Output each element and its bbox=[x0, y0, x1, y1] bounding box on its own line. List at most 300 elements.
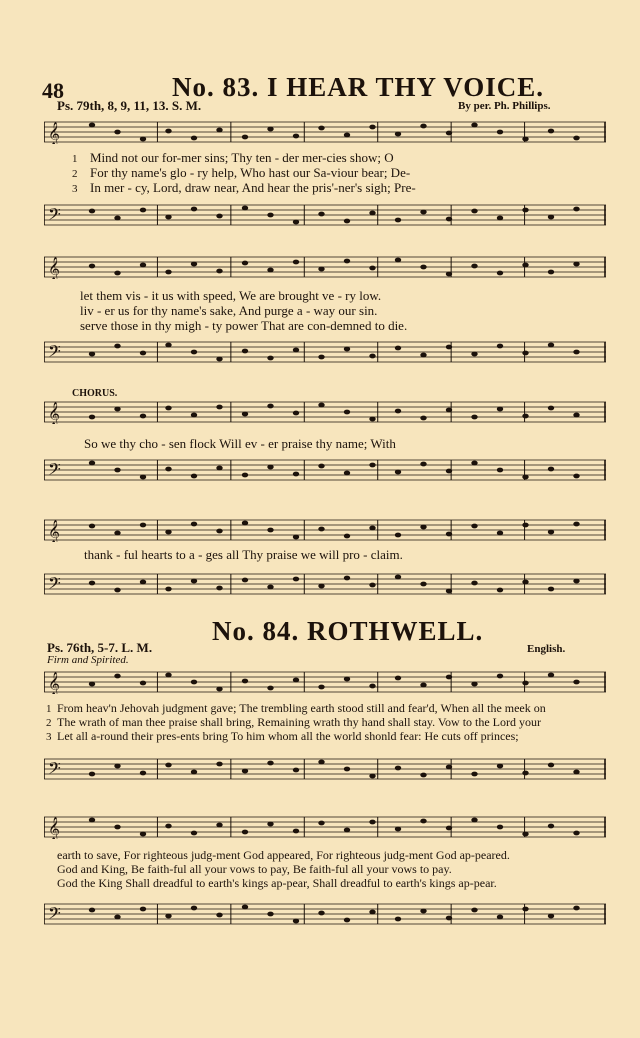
note-head bbox=[293, 220, 299, 225]
note-head bbox=[216, 586, 222, 591]
note-head bbox=[191, 579, 197, 584]
note-head bbox=[216, 128, 222, 133]
note-head bbox=[267, 356, 273, 361]
note-head bbox=[548, 215, 554, 220]
staff-lines bbox=[44, 120, 606, 144]
note-head bbox=[267, 213, 273, 218]
note-head bbox=[573, 136, 579, 141]
note-head bbox=[369, 417, 375, 422]
note-head bbox=[522, 208, 528, 213]
note-head bbox=[344, 347, 350, 352]
note-head bbox=[89, 264, 95, 269]
note-head bbox=[573, 474, 579, 479]
note-head bbox=[267, 686, 273, 691]
note-head bbox=[114, 468, 120, 473]
tempo-marking: Firm and Spirited. bbox=[47, 654, 129, 666]
note-head bbox=[344, 410, 350, 415]
note-head bbox=[191, 474, 197, 479]
note-head bbox=[548, 763, 554, 768]
clef-icon: 𝄢 bbox=[48, 903, 61, 926]
lyric-line: In mer - cy, Lord, draw near, And hear the pris'-ner's sigh; Pre- bbox=[90, 180, 416, 195]
clef-icon: 𝄞 bbox=[48, 401, 60, 424]
note-head bbox=[140, 681, 146, 686]
note-head bbox=[446, 217, 452, 222]
note-head bbox=[191, 207, 197, 212]
note-head bbox=[420, 773, 426, 778]
staff-bass bbox=[44, 458, 606, 482]
clef-icon: 𝄞 bbox=[48, 519, 60, 542]
note-head bbox=[114, 344, 120, 349]
note-head bbox=[293, 348, 299, 353]
note-head bbox=[497, 588, 503, 593]
note-head bbox=[165, 763, 171, 768]
note-head bbox=[318, 584, 324, 589]
note-head bbox=[318, 126, 324, 131]
note-head bbox=[497, 407, 503, 412]
staff-lines bbox=[44, 340, 606, 364]
note-head bbox=[165, 343, 171, 348]
lyric-line: Let all a-round their pres-ents bring To him whom all the world shonld fear: He cuts off princes; bbox=[57, 729, 519, 743]
note-head bbox=[573, 522, 579, 527]
note-head bbox=[344, 918, 350, 923]
note-head bbox=[522, 771, 528, 776]
note-head bbox=[420, 265, 426, 270]
note-head bbox=[471, 209, 477, 214]
note-head bbox=[267, 465, 273, 470]
note-head bbox=[89, 581, 95, 586]
clef-icon: 𝄞 bbox=[48, 816, 60, 839]
note-head bbox=[191, 350, 197, 355]
note-head bbox=[446, 826, 452, 831]
staff-lines bbox=[44, 255, 606, 279]
note-head bbox=[369, 583, 375, 588]
note-head bbox=[140, 580, 146, 585]
note-head bbox=[114, 271, 120, 276]
note-head bbox=[446, 589, 452, 594]
note-head bbox=[242, 261, 248, 266]
note-head bbox=[89, 352, 95, 357]
note-head bbox=[165, 270, 171, 275]
note-head bbox=[344, 767, 350, 772]
note-head bbox=[293, 472, 299, 477]
note-head bbox=[395, 827, 401, 832]
clef-icon: 𝄢 bbox=[48, 459, 61, 482]
hymn-83-credit: By per. Ph. Phillips. bbox=[458, 100, 551, 112]
note-head bbox=[165, 530, 171, 535]
note-head bbox=[497, 271, 503, 276]
note-head bbox=[548, 467, 554, 472]
note-head bbox=[318, 527, 324, 532]
note-head bbox=[89, 908, 95, 913]
lyric-line: Mind not our for-mer sins; Thy ten - der mer-cies show; O bbox=[90, 150, 394, 165]
staff-treble bbox=[44, 255, 606, 279]
note-head bbox=[318, 911, 324, 916]
note-head bbox=[548, 270, 554, 275]
note-head bbox=[165, 467, 171, 472]
note-head bbox=[395, 533, 401, 538]
note-head bbox=[395, 258, 401, 263]
note-head bbox=[89, 415, 95, 420]
note-head bbox=[242, 412, 248, 417]
note-head bbox=[242, 135, 248, 140]
note-head bbox=[446, 765, 452, 770]
verse-number: 2 bbox=[72, 168, 78, 180]
note-head bbox=[471, 908, 477, 913]
clef-icon: 𝄞 bbox=[48, 121, 60, 144]
note-head bbox=[573, 350, 579, 355]
note-head bbox=[344, 133, 350, 138]
note-head bbox=[165, 673, 171, 678]
lyric-line: serve those in thy migh - ty power That are con-demned to die. bbox=[80, 318, 408, 333]
lyric-line: For thy name's glo - ry help, Who hast our Sa-viour bear; De- bbox=[90, 165, 411, 180]
note-head bbox=[216, 269, 222, 274]
note-head bbox=[191, 906, 197, 911]
note-head bbox=[191, 262, 197, 267]
note-head bbox=[242, 578, 248, 583]
note-head bbox=[140, 263, 146, 268]
note-head bbox=[522, 414, 528, 419]
note-head bbox=[216, 214, 222, 219]
note-head bbox=[471, 772, 477, 777]
note-head bbox=[548, 587, 554, 592]
note-head bbox=[318, 685, 324, 690]
note-head bbox=[548, 530, 554, 535]
note-head bbox=[573, 262, 579, 267]
page-number: 48 bbox=[42, 78, 64, 103]
note-head bbox=[446, 131, 452, 136]
note-head bbox=[293, 678, 299, 683]
note-head bbox=[497, 468, 503, 473]
note-head bbox=[191, 831, 197, 836]
staff-lines bbox=[44, 203, 606, 227]
note-head bbox=[114, 674, 120, 679]
note-head bbox=[573, 579, 579, 584]
note-head bbox=[318, 355, 324, 360]
note-head bbox=[522, 351, 528, 356]
note-head bbox=[242, 830, 248, 835]
note-head bbox=[140, 771, 146, 776]
note-head bbox=[497, 344, 503, 349]
staff-bass bbox=[44, 757, 606, 781]
note-head bbox=[395, 766, 401, 771]
note-head bbox=[293, 577, 299, 582]
note-head bbox=[89, 682, 95, 687]
note-head bbox=[420, 124, 426, 129]
note-head bbox=[548, 129, 554, 134]
note-head bbox=[573, 906, 579, 911]
hymn-84-credit: English. bbox=[527, 643, 566, 655]
note-head bbox=[497, 130, 503, 135]
note-head bbox=[369, 354, 375, 359]
note-head bbox=[395, 218, 401, 223]
note-head bbox=[446, 675, 452, 680]
note-head bbox=[522, 832, 528, 837]
note-head bbox=[548, 673, 554, 678]
staff-treble bbox=[44, 518, 606, 542]
note-head bbox=[293, 134, 299, 139]
note-head bbox=[522, 263, 528, 268]
note-head bbox=[242, 521, 248, 526]
note-head bbox=[89, 818, 95, 823]
note-head bbox=[267, 761, 273, 766]
note-head bbox=[522, 137, 528, 142]
note-head bbox=[573, 680, 579, 685]
note-head bbox=[114, 407, 120, 412]
note-head bbox=[395, 132, 401, 137]
note-head bbox=[140, 137, 146, 142]
note-head bbox=[267, 404, 273, 409]
note-head bbox=[140, 832, 146, 837]
note-head bbox=[191, 680, 197, 685]
note-head bbox=[369, 125, 375, 130]
note-head bbox=[420, 210, 426, 215]
note-head bbox=[420, 819, 426, 824]
hymn-83-title: No. 83. I HEAR THY VOICE. bbox=[172, 72, 545, 102]
note-head bbox=[369, 463, 375, 468]
staff-bass bbox=[44, 572, 606, 596]
note-head bbox=[165, 587, 171, 592]
note-head bbox=[395, 676, 401, 681]
note-head bbox=[165, 406, 171, 411]
note-head bbox=[293, 768, 299, 773]
lyric-line: God the King Shall dreadful to earth's kings ap-pear, Shall dreadful to earth's kings ap-pear. bbox=[57, 876, 497, 890]
note-head bbox=[114, 216, 120, 221]
note-head bbox=[548, 824, 554, 829]
note-head bbox=[369, 820, 375, 825]
note-head bbox=[369, 774, 375, 779]
note-head bbox=[267, 127, 273, 132]
note-head bbox=[89, 772, 95, 777]
note-head bbox=[573, 413, 579, 418]
note-head bbox=[318, 212, 324, 217]
note-head bbox=[471, 264, 477, 269]
note-head bbox=[344, 828, 350, 833]
note-head bbox=[293, 411, 299, 416]
note-head bbox=[471, 818, 477, 823]
staff-bass bbox=[44, 203, 606, 227]
note-head bbox=[573, 770, 579, 775]
note-head bbox=[267, 268, 273, 273]
note-head bbox=[89, 209, 95, 214]
note-head bbox=[318, 821, 324, 826]
verse-number: 2 bbox=[46, 717, 52, 729]
note-head bbox=[140, 907, 146, 912]
note-head bbox=[216, 913, 222, 918]
note-head bbox=[446, 272, 452, 277]
lyric-line: The wrath of man thee praise shall bring, Remaining wrath thy hand shall stay. Vow to the Lord your bbox=[57, 715, 542, 729]
note-head bbox=[369, 910, 375, 915]
note-head bbox=[471, 352, 477, 357]
lyric-line: earth to save, For righteous judg-ment God appeared, For righteous judg-ment God ap-peared. bbox=[57, 848, 510, 862]
note-head bbox=[191, 770, 197, 775]
note-head bbox=[420, 582, 426, 587]
note-head bbox=[420, 462, 426, 467]
staff-lines bbox=[44, 572, 606, 596]
note-head bbox=[140, 208, 146, 213]
note-head bbox=[344, 219, 350, 224]
note-head bbox=[548, 406, 554, 411]
staff-lines bbox=[44, 757, 606, 781]
note-head bbox=[216, 466, 222, 471]
note-head bbox=[191, 413, 197, 418]
note-head bbox=[267, 585, 273, 590]
note-head bbox=[191, 522, 197, 527]
note-head bbox=[522, 580, 528, 585]
note-head bbox=[140, 475, 146, 480]
staff-lines bbox=[44, 458, 606, 482]
note-head bbox=[318, 403, 324, 408]
note-head bbox=[114, 825, 120, 830]
note-head bbox=[114, 915, 120, 920]
note-head bbox=[242, 679, 248, 684]
note-head bbox=[548, 343, 554, 348]
note-head bbox=[216, 687, 222, 692]
note-head bbox=[293, 829, 299, 834]
note-head bbox=[293, 535, 299, 540]
lyric-line: liv - er us for thy name's sake, And purge a - way our sin. bbox=[80, 303, 378, 318]
note-head bbox=[89, 123, 95, 128]
lyric-line: thank - ful hearts to a - ges all Thy praise we will pro - claim. bbox=[84, 547, 403, 562]
note-head bbox=[497, 764, 503, 769]
note-head bbox=[497, 531, 503, 536]
note-head bbox=[216, 529, 222, 534]
note-head bbox=[344, 259, 350, 264]
lyric-line: So we thy cho - sen flock Will ev - er praise thy name; With bbox=[84, 436, 396, 451]
note-head bbox=[89, 524, 95, 529]
note-head bbox=[420, 416, 426, 421]
note-head bbox=[420, 683, 426, 688]
note-head bbox=[216, 823, 222, 828]
note-head bbox=[242, 349, 248, 354]
note-head bbox=[344, 471, 350, 476]
note-head bbox=[573, 207, 579, 212]
note-head bbox=[293, 919, 299, 924]
chorus-label: CHORUS. bbox=[72, 388, 118, 399]
note-head bbox=[318, 267, 324, 272]
note-head bbox=[573, 831, 579, 836]
note-head bbox=[318, 760, 324, 765]
note-head bbox=[242, 473, 248, 478]
note-head bbox=[114, 588, 120, 593]
note-head bbox=[395, 409, 401, 414]
note-head bbox=[446, 532, 452, 537]
note-head bbox=[446, 916, 452, 921]
verse-number: 1 bbox=[46, 703, 52, 715]
note-head bbox=[471, 581, 477, 586]
staff-lines bbox=[44, 400, 606, 424]
note-head bbox=[497, 825, 503, 830]
note-head bbox=[471, 461, 477, 466]
note-head bbox=[369, 211, 375, 216]
note-head bbox=[446, 345, 452, 350]
note-head bbox=[216, 357, 222, 362]
staff-lines bbox=[44, 902, 606, 926]
note-head bbox=[114, 531, 120, 536]
note-head bbox=[395, 575, 401, 580]
note-head bbox=[140, 523, 146, 528]
note-head bbox=[267, 912, 273, 917]
note-head bbox=[471, 524, 477, 529]
note-head bbox=[318, 464, 324, 469]
staff-treble bbox=[44, 670, 606, 694]
staff-lines bbox=[44, 518, 606, 542]
hymn-84-meter: Ps. 76th, 5-7. L. M. bbox=[47, 640, 153, 655]
note-head bbox=[165, 914, 171, 919]
note-head bbox=[369, 266, 375, 271]
note-head bbox=[471, 415, 477, 420]
staff-treble bbox=[44, 400, 606, 424]
clef-icon: 𝄞 bbox=[48, 671, 60, 694]
note-head bbox=[420, 909, 426, 914]
staff-treble bbox=[44, 120, 606, 144]
verse-number: 3 bbox=[72, 183, 78, 195]
note-head bbox=[242, 769, 248, 774]
staff-bass bbox=[44, 902, 606, 926]
note-head bbox=[369, 526, 375, 531]
staff-bass bbox=[44, 340, 606, 364]
note-head bbox=[191, 136, 197, 141]
clef-icon: 𝄢 bbox=[48, 758, 61, 781]
note-head bbox=[548, 914, 554, 919]
lyric-line: From heav'n Jehovah judgment gave; The trembling earth stood still and fear'd, When all the meek on bbox=[57, 701, 546, 715]
note-head bbox=[89, 461, 95, 466]
staff-lines bbox=[44, 815, 606, 839]
note-head bbox=[420, 525, 426, 530]
note-head bbox=[165, 824, 171, 829]
note-head bbox=[344, 677, 350, 682]
note-head bbox=[165, 215, 171, 220]
note-head bbox=[497, 216, 503, 221]
note-head bbox=[267, 822, 273, 827]
note-head bbox=[114, 130, 120, 135]
note-head bbox=[242, 905, 248, 910]
note-head bbox=[471, 682, 477, 687]
note-head bbox=[522, 907, 528, 912]
lyric-line: let them vis - it us with speed, We are brought ve - ry low. bbox=[80, 288, 382, 303]
note-head bbox=[395, 917, 401, 922]
staff-treble bbox=[44, 815, 606, 839]
clef-icon: 𝄢 bbox=[48, 204, 61, 227]
hymn-84-title: No. 84. ROTHWELL. bbox=[212, 616, 484, 646]
note-head bbox=[446, 408, 452, 413]
clef-icon: 𝄢 bbox=[48, 573, 61, 596]
note-head bbox=[420, 353, 426, 358]
note-head bbox=[293, 260, 299, 265]
hymn-83-meter: Ps. 79th, 8, 9, 11, 13. S. M. bbox=[57, 98, 202, 113]
note-head bbox=[395, 470, 401, 475]
note-head bbox=[165, 129, 171, 134]
note-head bbox=[140, 351, 146, 356]
note-head bbox=[471, 123, 477, 128]
clef-icon: 𝄢 bbox=[48, 341, 61, 364]
note-head bbox=[344, 534, 350, 539]
note-head bbox=[344, 576, 350, 581]
note-head bbox=[497, 674, 503, 679]
note-head bbox=[242, 206, 248, 211]
staff-lines bbox=[44, 670, 606, 694]
note-head bbox=[395, 346, 401, 351]
note-head bbox=[216, 405, 222, 410]
note-head bbox=[497, 915, 503, 920]
clef-icon: 𝄞 bbox=[48, 256, 60, 279]
note-head bbox=[267, 528, 273, 533]
note-head bbox=[522, 475, 528, 480]
note-head bbox=[369, 684, 375, 689]
verse-number: 1 bbox=[72, 153, 78, 165]
note-head bbox=[446, 469, 452, 474]
verse-number: 3 bbox=[46, 731, 52, 743]
note-head bbox=[216, 762, 222, 767]
